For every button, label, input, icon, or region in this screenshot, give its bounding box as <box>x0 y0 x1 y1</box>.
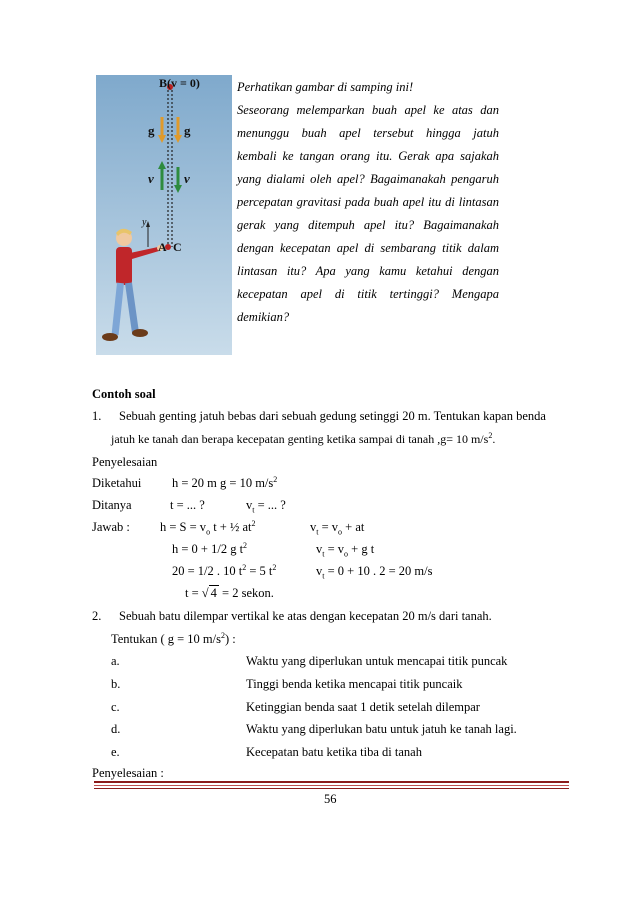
label-g-left: g <box>148 123 155 138</box>
jawab-right-2: $v_t = v_o + g$ t <box>316 542 375 559</box>
intro-line-9: lintasan itu? Apa yang kamu ketahui dengan <box>237 264 499 278</box>
q2-number: 2. <box>92 609 102 623</box>
q2-line-1: Sebuah batu dilempar vertikal ke atas dengan kecepatan 20 m/s dari tanah. <box>119 609 492 623</box>
q2-item-c-letter: c. <box>111 700 120 714</box>
label-a: A <box>158 240 167 254</box>
label-v-left: v <box>148 171 154 186</box>
label-g-right: g <box>184 123 191 138</box>
intro-line-8: dengan kecepatan apel di sembarang titik dalam <box>237 241 499 255</box>
q2-item-d-letter: d. <box>111 722 121 736</box>
jawab-right-1: $v_t = v_o$ + at <box>310 520 365 537</box>
sqrt-symbol: √ <box>201 586 209 600</box>
diketahui-label: Diketahui <box>92 476 142 490</box>
intro-line-3: menunggu buah apel tersebut hingga jatuh <box>237 126 499 140</box>
q2-item-e-letter: e. <box>111 745 120 759</box>
diketahui-value: h = 20 m g = 10 $m/s^2$ <box>172 474 278 490</box>
label-v-right: v <box>184 171 190 186</box>
footer-rule-bottom <box>94 788 569 789</box>
q2-item-b-text: Tinggi benda ketika mencapai titik puncaik <box>246 677 463 691</box>
apple-throw-figure <box>96 75 232 355</box>
footer-rule-middle <box>94 785 569 786</box>
q2-item-d-text: Waktu yang diperlukan batu untuk jatuh ke tanah lagi. <box>246 722 517 736</box>
ditanya-t: t = ... ? <box>170 498 205 512</box>
intro-line-10: kecepatan apel di titik tertinggi? Mengapa <box>237 287 499 301</box>
q1-line-1: Sebuah genting jatuh bebas dari sebuah gedung setinggi 20 m. Tentukan kapan benda <box>119 409 546 423</box>
intro-line-11: demikian? <box>237 310 290 324</box>
q2-item-b-letter: b. <box>111 677 121 691</box>
jawab-right-3: $v_t = 0 + 10$ . 2 = 20 m/s <box>316 564 433 581</box>
apple-throw-illustration <box>96 75 232 355</box>
jawab-left-2: h = 0 + 1/2 g $t^2$ <box>172 540 248 556</box>
q1-line-2: jatuh ke tanah dan berapa kecepatan genting ketika sampai di tanah ,g= 10 $m/s^2$. <box>111 431 496 446</box>
jawab-label: Jawab : <box>92 520 130 534</box>
intro-line-4: kembali ke tangan orang itu. Gerak apa sajakah <box>237 149 499 163</box>
section-heading: Contoh soal <box>92 387 156 401</box>
q2-line-2: Tentukan ( g = 10 $m/s^2$) : <box>111 630 236 646</box>
intro-line-1: Perhatikan gambar di samping ini! <box>237 80 414 94</box>
page-number: 56 <box>324 792 337 806</box>
q1-number: 1. <box>92 409 102 423</box>
footer-rule-top <box>94 781 569 783</box>
intro-line-5: yang dialami oleh apel? Bagaimanakah pengaruh <box>237 172 499 186</box>
solution-label: Penyelesaian <box>92 455 158 469</box>
q2-item-a-letter: a. <box>111 654 120 668</box>
q2-item-a-text: Waktu yang diperlukan untuk mencapai titik puncak <box>246 654 508 668</box>
q2-item-c-text: Ketinggian benda saat 1 detik setelah dilempar <box>246 700 480 714</box>
ditanya-v: $v_t$ = ... ? <box>246 498 286 515</box>
solution2-label: Penyelesaian : <box>92 766 164 780</box>
label-c: C <box>173 240 182 254</box>
jawab-left-1: $h = S = v_o$ t + ½ $at^2$ <box>160 518 256 537</box>
ditanya-label: Ditanya <box>92 498 132 512</box>
jawab-left-4: t = √ 4 = 2 sekon. <box>185 586 274 600</box>
label-y: y <box>142 217 147 228</box>
label-b: B(v = 0) <box>159 76 200 90</box>
intro-line-6: percepatan gravitasi pada buah apel itu di lintasan <box>237 195 499 209</box>
jawab-left-3: 20 = 1/2 . 10 $t^2 = 5$ $t^2$ <box>172 562 277 578</box>
intro-line-2: Seseorang melemparkan buah apel ke atas dan <box>237 103 499 117</box>
person-shirt <box>116 247 132 285</box>
q2-item-e-text: Kecepatan batu ketika tiba di tanah <box>246 745 422 759</box>
intro-line-7: gerak yang ditempuh apel itu? Bagaimanakah <box>237 218 499 232</box>
